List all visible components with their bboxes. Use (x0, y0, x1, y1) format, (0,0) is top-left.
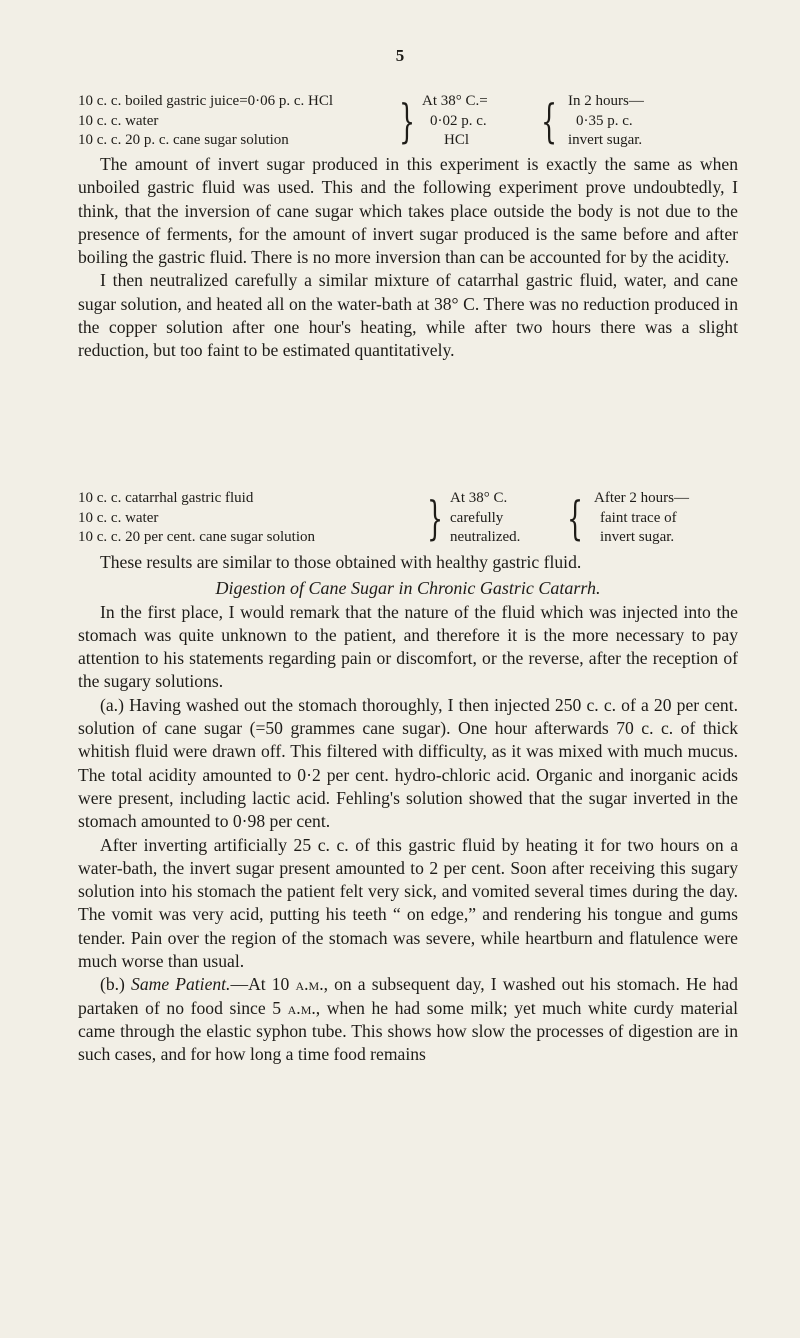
table2-conditions (78, 489, 428, 548)
table2-right-line: invert sugar. (600, 529, 675, 545)
table2-mid-line: carefully (450, 509, 504, 526)
page-number: 5 (395, 46, 405, 65)
paragraph: After inverting artificially 25 c. c. of this gastric fluid by heating it for two hours on a water-bath, the invert sugar present amounted to 2 per cent. Soon after receiving this sugary solution into his stomach the patient felt very sick, and vomited several times during the day. The vomit was very acid, putting his teeth “ on edge,” and rendering his tongue and gums tender. Pain over the region of the stomach was severe, while heartburn and flatulence were much worse than usual. (78, 834, 738, 972)
paragraph-a (78, 694, 738, 834)
time-abbrev: a.m. (295, 974, 324, 995)
experiment-table-1 (78, 92, 728, 151)
paragraph-text: —At 10 (230, 974, 290, 995)
table2-mid-line: At 38° C. (450, 490, 508, 506)
paragraph: The amount of invert sugar produced in this experiment is exactly the same as when unboiled gastric fluid was used. This and the following experiment prove undoubtedly, I think, that the inversion of cane sugar which takes place outside the body is not due to the presence of ferments, for the amount of invert sugar produced is the same before and after boiling the gastric fluid. There is no more inversion than can be accounted for by the acidity. (78, 154, 738, 268)
table2-temperature (442, 489, 568, 548)
table2-mid-line: neutralized. (450, 529, 521, 545)
experiment-table-2 (78, 489, 728, 548)
paragraph-text: , when he had some milk; yet much white curdy material came through the elastic syphon tube. This shows how slow the processes of digestion are in such cases, and for how long a time food remains (78, 997, 738, 1065)
table1-right-line: invert sugar. (568, 132, 643, 148)
item-label: (b.) (100, 974, 125, 995)
paragraph-b (78, 973, 738, 1066)
body-text-bottom (78, 551, 738, 1067)
table1-mid-line: 0·02 p. c. (430, 112, 487, 129)
table1-temperature (414, 92, 542, 151)
table2-left-line: 10 c. c. water (78, 509, 159, 526)
table2-left-line: 10 c. c. 20 per cent. cane sugar solution (78, 529, 316, 545)
paragraph-text: , on a subsequent day, I washed out his stomach. He had partaken of no food since 5 (78, 974, 738, 1018)
table2-result (582, 489, 689, 548)
table2-right-line: faint trace of (600, 509, 677, 526)
table1-right-line: 0·35 p. c. (576, 112, 633, 129)
body-text-top (78, 153, 738, 363)
right-brace: } (398, 94, 416, 149)
paragraph: In the first place, I would remark that the nature of the fluid which was injected into the stomach was quite unknown to the patient, and therefore it is the more necessary to pay attention to his statements regarding pain or discomfort, or the reverse, after the reception of the sugary solutions. (78, 601, 738, 692)
left-brace: { (566, 491, 584, 546)
table1-left-line: 10 c. c. water (78, 112, 159, 129)
section-heading: Digestion of Cane Sugar in Chronic Gastric Catarrh. (215, 578, 601, 599)
table1-right-line: In 2 hours— (568, 93, 644, 109)
table1-left-line: 10 c. c. boiled gastric juice=0·06 p. c. HCl (78, 93, 334, 109)
item-label: (a.) (100, 694, 124, 715)
paragraph-text: Having washed out the stomach thoroughly, I then injected 250 c. c. of a 20 per cent. solution of cane sugar (=50 grammes cane sugar). One hour afterwards 70 c. c. of thick whitish fluid were drawn off. This filtered with difficulty, as it was mixed with much mucus. The total acidity amounted to 0·2 per cent. hydro-chloric acid. Organic and inorganic acids were present, including lactic acid. Fehling's solution showed that the sugar inverted in the stomach amounted to 0·98 per cent. (78, 694, 738, 832)
paragraph: These results are similar to those obtained with healthy gastric fluid. (100, 552, 582, 572)
table1-result (556, 92, 644, 151)
right-brace: } (426, 491, 444, 546)
time-abbrev: a.m. (287, 997, 316, 1018)
table2-left-line: 10 c. c. catarrhal gastric fluid (78, 490, 254, 506)
table1-left-line: 10 c. c. 20 p. c. cane sugar solution (78, 132, 289, 148)
paragraph: I then neutralized carefully a similar mixture of catarrhal gastric fluid, water, and cane sugar solution, and heated all on the water-bath at 38° C. There was no reduction produced in the copper solution after one hour's heating, while after two hours there was a slight reduction, but too faint to be estimated quantitatively. (78, 270, 738, 361)
left-brace: { (540, 94, 558, 149)
table2-right-line: After 2 hours— (594, 490, 689, 506)
subheading: Same Patient. (131, 974, 231, 995)
table1-conditions (78, 92, 400, 151)
table1-mid-line: At 38° C.= (422, 93, 488, 109)
table1-mid-line: HCl (444, 132, 470, 148)
